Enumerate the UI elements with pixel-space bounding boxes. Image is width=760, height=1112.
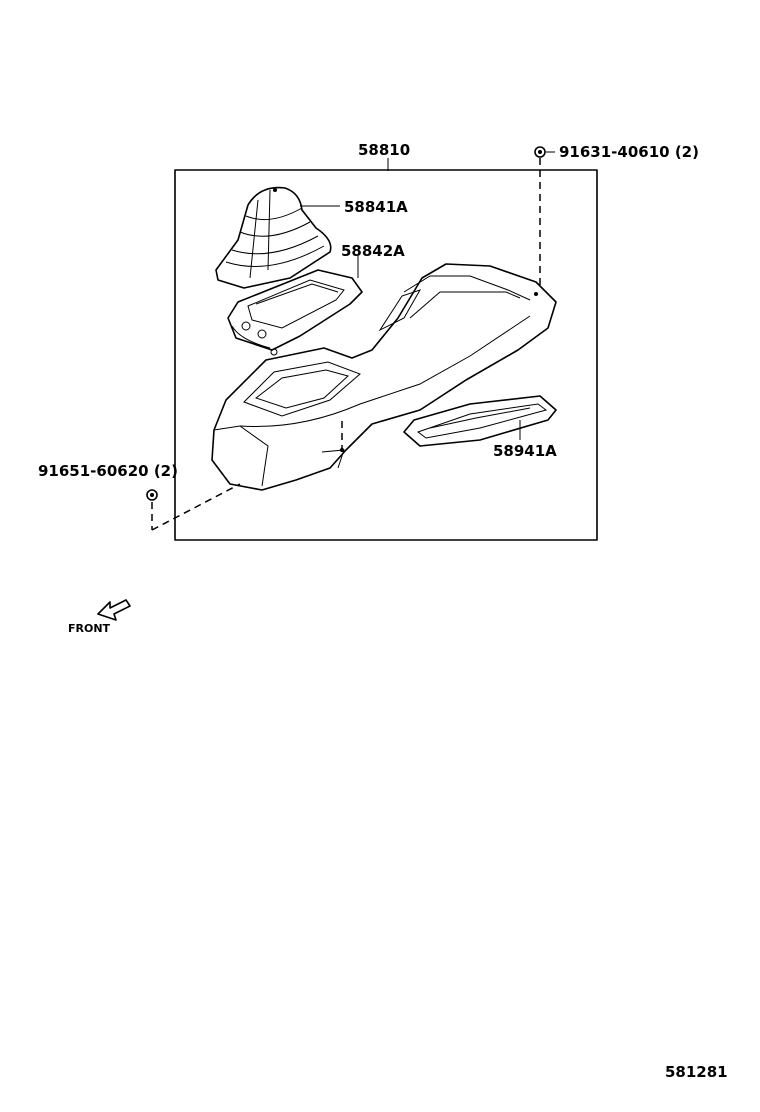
label-rear-panel[interactable]: 58941A [493, 442, 557, 460]
front-arrow-icon [98, 600, 130, 620]
label-shift-lever-cover[interactable]: 58842A [341, 242, 405, 260]
label-shift-boot[interactable]: 58841A [344, 198, 408, 216]
diagram-id: 581281 [665, 1063, 728, 1081]
rear-panel-part [404, 396, 556, 446]
label-clip-rear[interactable]: 91631-40610 (2) [559, 143, 699, 161]
shift-lever-cover-part [228, 270, 362, 355]
shift-boot-part [216, 188, 331, 288]
clip-rear-icon [535, 147, 545, 157]
front-label: FRONT [68, 622, 111, 635]
clip-front-icon [147, 490, 157, 500]
label-clip-front[interactable]: 91651-60620 (2) [38, 462, 178, 480]
label-console-box[interactable]: 58810 [358, 141, 411, 159]
